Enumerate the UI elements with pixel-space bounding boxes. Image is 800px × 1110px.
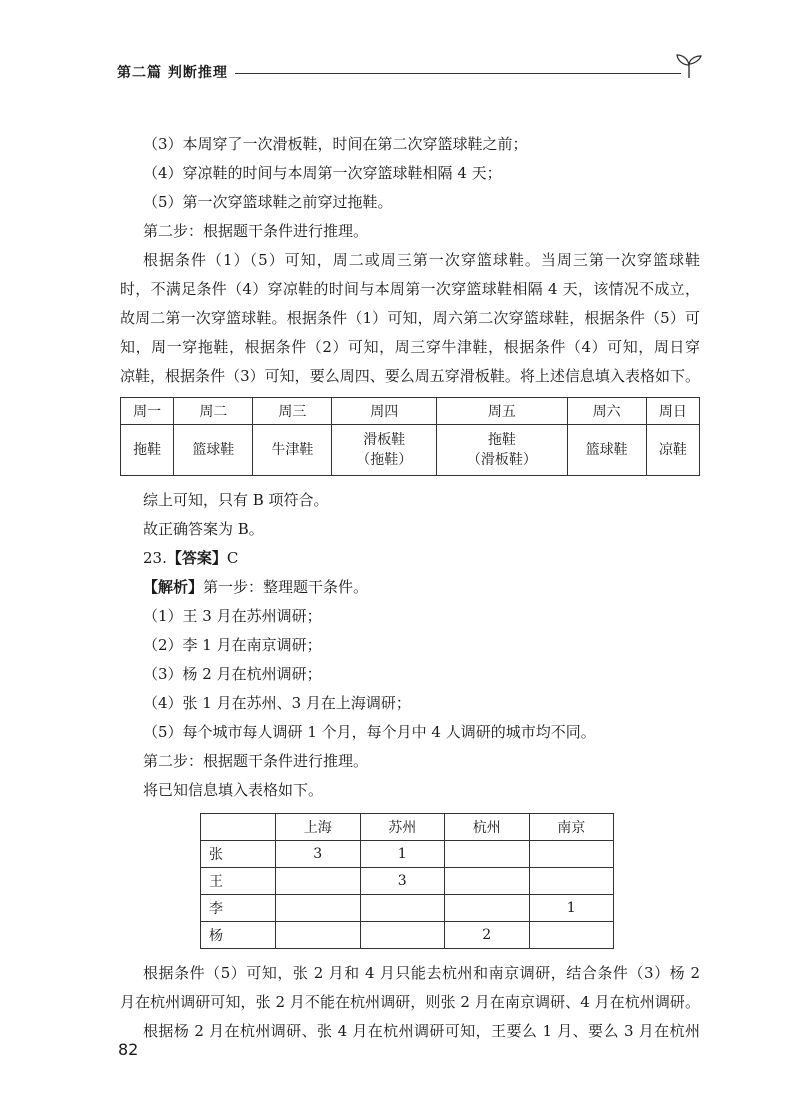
condition-line: （5）每个城市每人调研 1 个月，每个月中 4 人调研的城市均不同。 bbox=[143, 723, 596, 741]
shoe-value: 凉鞋 bbox=[658, 442, 687, 458]
city-header: 南京 bbox=[529, 814, 614, 841]
table-cell bbox=[253, 425, 332, 476]
table-cell bbox=[276, 868, 361, 895]
table-cell bbox=[360, 922, 445, 949]
table-cell bbox=[445, 841, 530, 868]
running-header bbox=[117, 58, 702, 82]
table-cell bbox=[567, 425, 646, 476]
reasoning-line: 知，周一穿拖鞋，根据条件（2）可知，周三穿牛津鞋，根据条件（4）可知，周日穿 bbox=[120, 338, 700, 356]
step-line: 将已知信息填入表格如下。 bbox=[143, 781, 324, 799]
header-rule bbox=[235, 73, 681, 74]
table-header-row bbox=[201, 814, 614, 841]
table-cell bbox=[445, 895, 530, 922]
shoe-schedule-table bbox=[120, 397, 700, 476]
shoe-value: 拖鞋 bbox=[487, 432, 516, 448]
table-cell bbox=[360, 895, 445, 922]
header-title: 第二篇 判断推理 bbox=[117, 65, 228, 81]
table-cell bbox=[529, 841, 614, 868]
reasoning-line: 根据杨 2 月在杭州调研、张 4 月在杭州调研可知，王要么 1 月、要么 3 月在杭州 bbox=[143, 1022, 700, 1040]
table-cell: 2 bbox=[445, 922, 530, 949]
conclusion-line: 综上可知，只有 B 项符合。 bbox=[143, 491, 329, 509]
reasoning-line: 故周二第一次穿篮球鞋。根据条件（1）可知，周六第二次穿篮球鞋，根据条件（5）可 bbox=[120, 309, 700, 327]
reasoning-line: 凉鞋，根据条件（3）可知，要么周四、要么周五穿滑板鞋。将上述信息填入表格如下。 bbox=[120, 367, 700, 385]
step-line: 第二步：根据题干条件进行推理。 bbox=[143, 752, 369, 770]
table-row bbox=[201, 841, 614, 868]
table-row bbox=[201, 868, 614, 895]
table-header-row bbox=[121, 398, 700, 425]
q23-analysis-line bbox=[120, 573, 700, 602]
city-header: 上海 bbox=[276, 814, 361, 841]
city-header: 苏州 bbox=[360, 814, 445, 841]
table-row bbox=[121, 425, 700, 476]
condition-line: （3）杨 2 月在杭州调研； bbox=[143, 665, 322, 683]
condition-line: （3）本周穿了一次滑板鞋，时间在第二次穿篮球鞋之前； bbox=[143, 135, 528, 153]
table-row bbox=[201, 895, 614, 922]
reasoning-line: 月在杭州调研可知，张 2 月不能在杭州调研，则张 2 月在南京调研、4 月在杭州调研。 bbox=[120, 993, 700, 1011]
q23-answer-line bbox=[120, 544, 700, 573]
shoe-value: 篮球鞋 bbox=[192, 442, 235, 458]
table-cell: 3 bbox=[276, 841, 361, 868]
shoe-alt-value: （滑板鞋） bbox=[466, 452, 537, 468]
table-cell bbox=[445, 868, 530, 895]
question-number: 23. bbox=[143, 549, 167, 567]
table-cell bbox=[646, 425, 699, 476]
shoe-value: 拖鞋 bbox=[133, 442, 162, 458]
condition-line: （1）王 3 月在苏州调研； bbox=[143, 607, 322, 625]
person-name: 李 bbox=[201, 895, 276, 922]
shoe-value: 滑板鞋 bbox=[363, 432, 406, 448]
table-cell bbox=[174, 425, 253, 476]
person-name: 杨 bbox=[201, 922, 276, 949]
table-cell bbox=[276, 922, 361, 949]
condition-line: （2）李 1 月在南京调研； bbox=[143, 636, 322, 654]
condition-line: （5）第一次穿篮球鞋之前穿过拖鞋。 bbox=[143, 193, 393, 211]
table-cell bbox=[121, 425, 174, 476]
analysis-label: 【解析】 bbox=[143, 578, 204, 596]
condition-line: （4）穿凉鞋的时间与本周第一次穿篮球鞋相隔 4 天； bbox=[143, 164, 502, 182]
condition-line: （4）张 1 月在苏州、3 月在上海调研； bbox=[143, 694, 411, 712]
day-header: 周二 bbox=[174, 398, 253, 425]
analysis-text: 第一步：整理题干条件。 bbox=[203, 578, 369, 596]
table-corner bbox=[201, 814, 276, 841]
day-header: 周四 bbox=[332, 398, 437, 425]
answer-value: C bbox=[226, 549, 239, 567]
day-header: 周三 bbox=[253, 398, 332, 425]
table-cell bbox=[437, 425, 568, 476]
step-line: 第二步：根据题干条件进行推理。 bbox=[143, 222, 369, 240]
sprout-icon bbox=[673, 52, 705, 80]
city-header: 杭州 bbox=[445, 814, 530, 841]
table-cell: 3 bbox=[360, 868, 445, 895]
shoe-alt-value: （拖鞋） bbox=[356, 452, 413, 468]
page-number: 82 bbox=[118, 1040, 139, 1059]
table-cell bbox=[529, 922, 614, 949]
table-row bbox=[201, 922, 614, 949]
research-table bbox=[200, 813, 614, 949]
reasoning-line: 时，不满足条件（4）穿凉鞋的时间与本周第一次穿篮球鞋相隔 4 天，该情况不成立， bbox=[120, 280, 700, 298]
answer-label: 【答案】 bbox=[166, 549, 227, 567]
day-header: 周日 bbox=[646, 398, 699, 425]
conclusion-line: 故正确答案为 B。 bbox=[143, 520, 264, 538]
day-header: 周一 bbox=[121, 398, 174, 425]
table-cell: 1 bbox=[529, 895, 614, 922]
table-cell bbox=[332, 425, 437, 476]
person-name: 王 bbox=[201, 868, 276, 895]
day-header: 周五 bbox=[437, 398, 568, 425]
reasoning-line: 根据条件（5）可知，张 2 月和 4 月只能去杭州和南京调研，结合条件（3）杨 2 bbox=[143, 964, 700, 982]
shoe-value: 篮球鞋 bbox=[585, 442, 628, 458]
table-cell: 1 bbox=[360, 841, 445, 868]
person-name: 张 bbox=[201, 841, 276, 868]
shoe-value: 牛津鞋 bbox=[271, 442, 314, 458]
table-cell bbox=[276, 895, 361, 922]
table-cell bbox=[529, 868, 614, 895]
reasoning-line: 根据条件（1）（5）可知，周二或周三第一次穿篮球鞋。当周三第一次穿篮球鞋 bbox=[143, 251, 700, 269]
page-content bbox=[120, 130, 700, 1046]
day-header: 周六 bbox=[567, 398, 646, 425]
